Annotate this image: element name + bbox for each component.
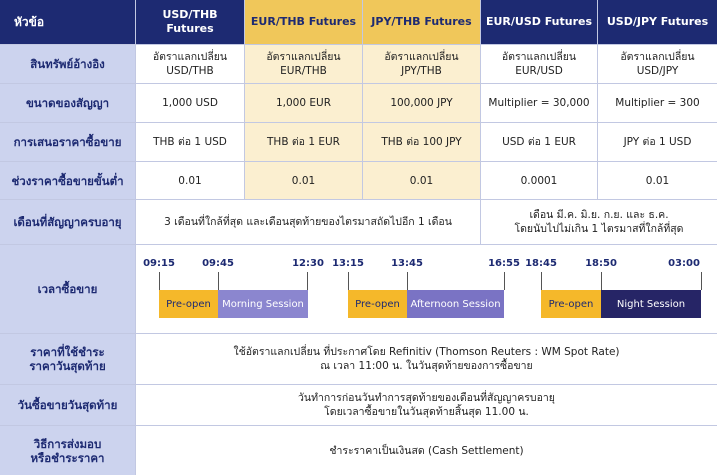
tick-morning-close: [307, 272, 308, 290]
divider: [0, 83, 717, 84]
divider: [0, 161, 717, 162]
cell-underlying-eurusd: อัตราแลกเปลี่ยน EUR/USD: [481, 45, 597, 83]
header-eurusd: EUR/USD Futures: [481, 0, 597, 44]
tick-morning-open: [218, 272, 219, 290]
header-topic: หัวข้อ: [0, 0, 135, 44]
label-expiry: เดือนที่สัญญาครบอายุ: [0, 200, 135, 244]
header-jpythb: JPY/THB Futures: [363, 0, 480, 44]
cell-tick-eurusd: 0.0001: [481, 162, 597, 199]
cell-quote-usdjpy: JPY ต่อ 1 USD: [598, 123, 717, 161]
tick-night-preopen: [541, 272, 542, 290]
cell-underlying-usdjpy: อัตราแลกเปลี่ยน USD/JPY: [598, 45, 717, 83]
tick-morning-preopen: [159, 272, 160, 290]
divider: [0, 333, 717, 334]
divider: [597, 0, 598, 200]
cell-expiry-thb: 3 เดือนที่ใกล้ที่สุด และเดือนสุดท้ายของไตรมาสถัดไปอีก 1 เดือน: [136, 200, 480, 244]
cell-underlying-eurthb: อัตราแลกเปลี่ยน EUR/THB: [245, 45, 362, 83]
bar-night-preopen: Pre-open: [541, 290, 601, 318]
cell-tick-usdjpy: 0.01: [598, 162, 717, 199]
divider: [0, 122, 717, 123]
divider: [480, 0, 481, 245]
cell-tick-usdthb: 0.01: [136, 162, 244, 199]
cell-expiry-usd: เดือน มี.ค. มิ.ย. ก.ย. และ ธ.ค. โดยนับไปไม่เกิน 1 ไตรมาสที่ใกล้ที่สุด: [481, 200, 717, 244]
bar-morning-preopen: Pre-open: [159, 290, 218, 318]
time-morning-close: 12:30: [292, 258, 324, 269]
label-delivery: วิธีการส่งมอบ หรือชำระราคา: [0, 426, 135, 475]
cell-size-eurthb: 1,000 EUR: [245, 84, 362, 122]
cell-underlying-jpythb: อัตราแลกเปลี่ยน JPY/THB: [363, 45, 480, 83]
header-usdthb: USD/THB Futures: [136, 0, 244, 44]
cell-quote-usdthb: THB ต่อ 1 USD: [136, 123, 244, 161]
cell-quote-jpythb: THB ต่อ 100 JPY: [363, 123, 480, 161]
time-afternoon-open: 13:45: [391, 258, 423, 269]
cell-tick-eurthb: 0.01: [245, 162, 362, 199]
tick-afternoon-preopen: [348, 272, 349, 290]
label-underlying: สินทรัพย์อ้างอิง: [0, 45, 135, 83]
bar-afternoon-preopen: Pre-open: [348, 290, 407, 318]
time-night-close: 03:00: [668, 258, 700, 269]
tick-afternoon-open: [407, 272, 408, 290]
divider: [362, 0, 363, 200]
header-eurthb: EUR/THB Futures: [245, 0, 362, 44]
cell-quote-eurthb: THB ต่อ 1 EUR: [245, 123, 362, 161]
label-last-day: วันซื้อขายวันสุดท้าย: [0, 385, 135, 425]
cell-tick-jpythb: 0.01: [363, 162, 480, 199]
bar-night-session: Night Session: [601, 290, 701, 318]
time-night-preopen: 18:45: [525, 258, 557, 269]
label-contract-size: ขนาดของสัญญา: [0, 84, 135, 122]
tick-night-close: [701, 272, 702, 290]
label-settlement-price: ราคาที่ใช้ชำระ ราคาวันสุดท้าย: [0, 334, 135, 384]
header-usdjpy: USD/JPY Futures: [598, 0, 717, 44]
cell-size-usdthb: 1,000 USD: [136, 84, 244, 122]
divider: [0, 244, 717, 245]
label-min-tick: ช่วงราคาซื้อขายขั้นต่ำ: [0, 162, 135, 199]
divider: [244, 0, 245, 200]
tick-night-open: [601, 272, 602, 290]
tick-afternoon-close: [504, 272, 505, 290]
cell-quote-eurusd: USD ต่อ 1 EUR: [481, 123, 597, 161]
label-trading-hours: เวลาซื้อขาย: [0, 245, 135, 333]
time-night-open: 18:50: [585, 258, 617, 269]
divider: [0, 384, 717, 385]
divider: [0, 44, 717, 45]
label-quotation: การเสนอราคาซื้อขาย: [0, 123, 135, 161]
divider: [0, 425, 717, 426]
cell-underlying-usdthb: อัตราแลกเปลี่ยน USD/THB: [136, 45, 244, 83]
cell-settlement-price: ใช้อัตราแลกเปลี่ยน ที่ประกาศโดย Refinitiv (Thomson Reuters : WM Spot Rate) ณ เวลา 11:00 น. ในวันสุดท้ายของการซื้อขาย: [136, 334, 717, 384]
time-morning-preopen: 09:15: [143, 258, 175, 269]
divider: [0, 199, 717, 200]
bar-afternoon-session: Afternoon Session: [407, 290, 504, 318]
cell-size-usdjpy: Multiplier = 300: [598, 84, 717, 122]
cell-size-eurusd: Multiplier = 30,000: [481, 84, 597, 122]
time-afternoon-preopen: 13:15: [332, 258, 364, 269]
time-afternoon-close: 16:55: [488, 258, 520, 269]
bar-morning-session: Morning Session: [218, 290, 308, 318]
cell-delivery: ชำระราคาเป็นเงินสด (Cash Settlement): [136, 426, 717, 475]
cell-last-day: วันทำการก่อนวันทำการสุดท้ายของเดือนที่สัญญาครบอายุ โดยเวลาซื้อขายในวันสุดท้ายสิ้นสุด 11.00 น.: [136, 385, 717, 425]
cell-size-jpythb: 100,000 JPY: [363, 84, 480, 122]
time-morning-open: 09:45: [202, 258, 234, 269]
divider: [135, 0, 136, 475]
